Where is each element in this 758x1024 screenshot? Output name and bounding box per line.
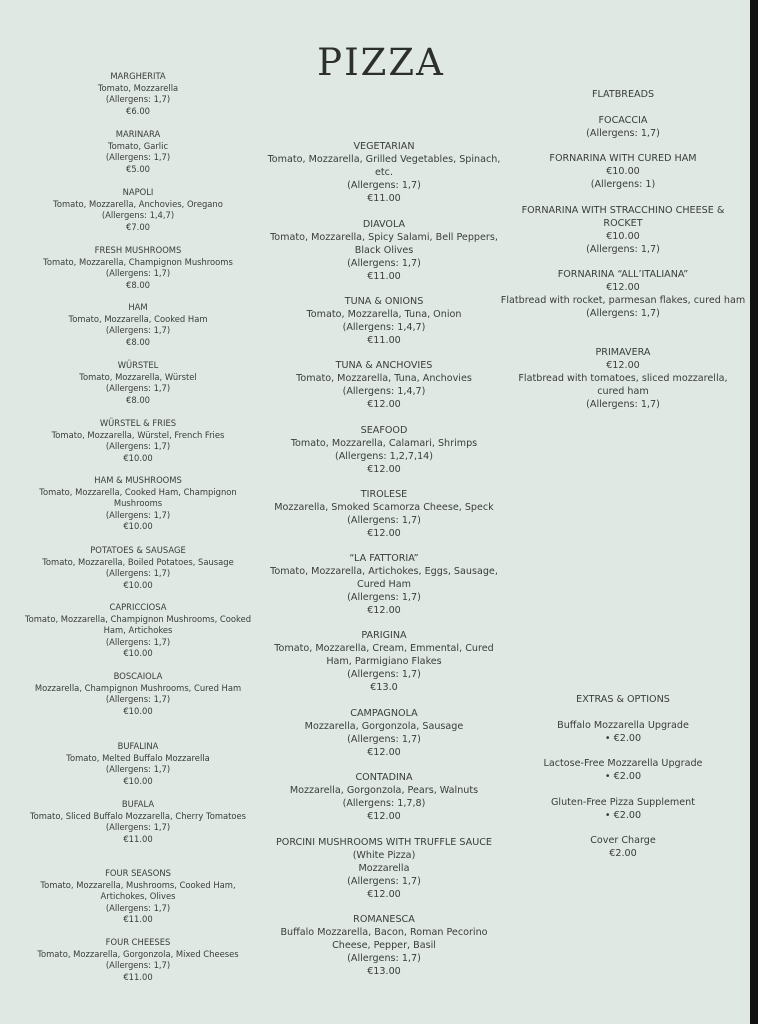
menu-item bbox=[262, 553, 506, 618]
menu-item bbox=[262, 489, 506, 541]
item-allergens: (Allergens: 1,7) bbox=[586, 127, 660, 139]
item-price: €10.00 bbox=[123, 579, 153, 590]
item-price: €10.00 bbox=[606, 165, 640, 177]
item-price: €12.00 bbox=[367, 746, 401, 758]
item-allergens: (Allergens: 1,7) bbox=[586, 307, 660, 319]
item-allergens: (Allergens: 1,7) bbox=[347, 733, 421, 745]
item-description: Tomato, Mozzarella, Cream, Emmental, Cured Ham, Parmigiano Flakes bbox=[274, 642, 494, 667]
item-price: €8.00 bbox=[126, 336, 150, 347]
menu-item bbox=[500, 347, 746, 412]
item-price: €10.00 bbox=[123, 521, 153, 531]
item-name: FRESH MUSHROOMS bbox=[94, 245, 182, 255]
item-description: Tomato, Mozzarella, Tuna, Onion bbox=[306, 308, 462, 320]
item-allergens: (Allergens: 1,7) bbox=[105, 568, 171, 578]
item-price: €12.00 bbox=[606, 359, 640, 371]
item-price: €7.00 bbox=[126, 221, 150, 232]
extra-price: • €2.00 bbox=[604, 732, 642, 744]
item-description: Flatbread with rocket, parmesan flakes, cured ham bbox=[500, 294, 746, 306]
item-description: Tomato, Mozzarella, Cooked Ham, Champignon Mushrooms bbox=[39, 486, 237, 508]
item-price: €12.00 bbox=[367, 810, 401, 822]
item-name: VEGETARIAN bbox=[353, 141, 415, 152]
item-allergens: (Allergens: 1,7) bbox=[586, 398, 660, 410]
item-description: Tomato, Melted Buffalo Mozzarella bbox=[66, 752, 210, 763]
item-allergens: (Allergens: 1,7) bbox=[105, 94, 171, 104]
item-description: Tomato, Mozzarella, Würstel bbox=[79, 371, 197, 382]
item-description: Tomato, Sliced Buffalo Mozzarella, Cherry Tomatoes bbox=[29, 810, 247, 821]
item-allergens: (Allergens: 1,7) bbox=[347, 668, 421, 680]
item-allergens: (Allergens: 1,7) bbox=[586, 243, 660, 255]
menu-item bbox=[262, 219, 506, 284]
item-name: WÜRSTEL & FRIES bbox=[99, 418, 177, 428]
menu-item bbox=[262, 630, 506, 695]
item-description: Flatbread with tomatoes, sliced mozzarella, cured ham bbox=[518, 372, 728, 397]
item-price: €13.0 bbox=[370, 681, 398, 693]
item-name: TUNA & ONIONS bbox=[344, 296, 424, 307]
item-allergens: (Allergens: 1,7) bbox=[347, 514, 421, 526]
item-price: €11.00 bbox=[367, 270, 401, 282]
item-allergens: (Allergens: 1,7) bbox=[105, 960, 171, 970]
item-description: Tomato, Mozzarella, Grilled Vegetables, Spinach, etc. bbox=[267, 153, 501, 178]
menu-item bbox=[500, 153, 746, 192]
menu-item bbox=[500, 115, 746, 141]
extra-name: Buffalo Mozzarella Upgrade bbox=[557, 720, 689, 731]
menu-item bbox=[262, 360, 506, 412]
item-description: Tomato, Mozzarella, Cooked Ham bbox=[68, 313, 208, 324]
item-allergens: (Allergens: 1,7) bbox=[105, 822, 171, 832]
extra-name: Lactose-Free Mozzarella Upgrade bbox=[543, 758, 703, 769]
item-name: NAPOLI bbox=[122, 187, 154, 197]
item-description: Tomato, Mozzarella, Champignon Mushrooms, Cooked Ham, Artichokes bbox=[24, 613, 252, 635]
item-name: HAM & MUSHROOMS bbox=[94, 475, 182, 485]
menu-item bbox=[20, 937, 256, 983]
item-description: (White Pizza) bbox=[352, 849, 416, 861]
item-allergens: (Allergens: 1,7) bbox=[347, 875, 421, 887]
menu-item bbox=[20, 187, 256, 233]
item-name: PORCINI MUSHROOMS WITH TRUFFLE SAUCE bbox=[276, 837, 492, 848]
item-description: Tomato, Garlic bbox=[107, 140, 169, 151]
item-allergens: (Allergens: 1,7) bbox=[105, 509, 171, 520]
extra-price: • €2.00 bbox=[604, 809, 642, 821]
item-name: BUFALA bbox=[121, 799, 155, 809]
item-name: CONTADINA bbox=[355, 772, 413, 783]
item-name: PARIGINA bbox=[361, 630, 407, 641]
item-price: €12.00 bbox=[367, 527, 401, 539]
item-name: FORNARINA “ALL’ITALIANA” bbox=[557, 269, 689, 280]
item-description: Tomato, Mozzarella, Tuna, Anchovies bbox=[296, 372, 472, 384]
item-description: Tomato, Mozzarella, Spicy Salami, Bell Peppers, Black Olives bbox=[270, 231, 498, 256]
item-name: DIAVOLA bbox=[362, 219, 406, 230]
menu-item bbox=[262, 296, 506, 348]
item-name: FOUR CHEESES bbox=[105, 937, 171, 947]
item-price: €12.00 bbox=[367, 398, 401, 410]
extra-item bbox=[500, 758, 746, 784]
menu-item bbox=[262, 708, 506, 760]
item-description: Mozzarella, Champignon Mushrooms, Cured Ham bbox=[34, 682, 242, 693]
item-description: Tomato, Mozzarella bbox=[97, 82, 179, 93]
menu-item bbox=[20, 799, 256, 845]
item-description: Tomato, Mozzarella, Würstel, French Fries bbox=[51, 429, 225, 440]
item-name: PRIMAVERA bbox=[595, 347, 651, 358]
item-name: TIROLESE bbox=[360, 489, 408, 500]
item-description: Mozzarella, Gorgonzola, Sausage bbox=[304, 720, 464, 732]
item-price: €10.00 bbox=[606, 230, 640, 242]
item-allergens: (Allergens: 1,7) bbox=[105, 636, 171, 647]
item-description: Tomato, Mozzarella, Gorgonzola, Mixed Cheeses bbox=[37, 948, 239, 959]
item-name: ROMANESCA bbox=[353, 914, 415, 925]
item-allergens: (Allergens: 1,4,7) bbox=[101, 210, 175, 220]
item-name: TUNA & ANCHOVIES bbox=[335, 360, 433, 371]
extras-heading: EXTRAS & OPTIONS bbox=[576, 694, 670, 705]
item-price: €10.00 bbox=[123, 705, 153, 716]
item-price: €10.00 bbox=[123, 648, 153, 658]
item-allergens: (Allergens: 1,7,8) bbox=[342, 797, 426, 809]
item-allergens: (Allergens: 1,7) bbox=[105, 764, 171, 774]
menu-item bbox=[20, 671, 256, 717]
item-name: BOSCAIOLA bbox=[113, 671, 163, 681]
menu-item bbox=[20, 418, 256, 464]
item-price: €10.00 bbox=[123, 452, 153, 463]
item-allergens: (Allergens: 1,7) bbox=[105, 902, 171, 913]
item-name: HAM bbox=[128, 302, 148, 312]
item-allergens: (Allergens: 1,7) bbox=[347, 591, 421, 603]
page-title: PIZZA bbox=[317, 41, 445, 84]
item-price: €12.00 bbox=[606, 281, 640, 293]
item-price: €12.00 bbox=[367, 463, 401, 475]
menu-item bbox=[20, 475, 256, 533]
item-price: €12.00 bbox=[367, 604, 401, 616]
item-allergens: (Allergens: 1,4,7) bbox=[342, 321, 426, 333]
menu-item bbox=[20, 545, 256, 591]
item-name: FORNARINA WITH CURED HAM bbox=[549, 153, 697, 164]
item-description: Tomato, Mozzarella, Mushrooms, Cooked Ham, Artichokes, Olives bbox=[40, 879, 236, 901]
item-allergens: (Allergens: 1,4,7) bbox=[342, 385, 426, 397]
item-name: CAMPAGNOLA bbox=[350, 708, 418, 719]
item-name: FOCACCIA bbox=[598, 115, 648, 126]
menu-item bbox=[500, 205, 746, 257]
item-price: €11.00 bbox=[367, 192, 401, 204]
item-name: SEAFOOD bbox=[360, 425, 408, 436]
item-price: €10.00 bbox=[123, 775, 153, 786]
menu-item bbox=[262, 141, 506, 206]
menu-item bbox=[20, 602, 256, 660]
menu-item bbox=[20, 245, 256, 291]
item-price: €12.00 bbox=[367, 888, 401, 900]
menu-item bbox=[20, 71, 256, 117]
flatbreads-heading: FLATBREADS bbox=[591, 89, 655, 100]
item-name: WÜRSTEL bbox=[117, 360, 159, 370]
extra-price: €2.00 bbox=[609, 847, 637, 859]
item-allergens: (Allergens: 1,7) bbox=[105, 441, 171, 451]
item-price: €11.00 bbox=[123, 914, 153, 924]
item-allergens: (Allergens: 1,7) bbox=[105, 694, 171, 704]
menu-item bbox=[262, 837, 506, 902]
item-description: Mozzarella, Gorgonzola, Pears, Walnuts bbox=[289, 784, 479, 796]
item-price: €11.00 bbox=[367, 334, 401, 346]
extra-name: Cover Charge bbox=[590, 835, 656, 846]
item-description: Mozzarella, Smoked Scamorza Cheese, Speck bbox=[274, 501, 494, 513]
item-price: €8.00 bbox=[126, 394, 150, 405]
item-allergens: (Allergens: 1,7) bbox=[347, 952, 421, 964]
item-description: Tomato, Mozzarella, Artichokes, Eggs, Sausage, Cured Ham bbox=[270, 565, 498, 590]
item-allergens: (Allergens: 1,7) bbox=[347, 179, 421, 191]
item-name: POTATOES & SAUSAGE bbox=[90, 545, 186, 555]
menu-item bbox=[500, 269, 746, 321]
item-allergens: (Allergens: 1,7) bbox=[105, 268, 171, 278]
extra-item bbox=[500, 835, 746, 861]
menu-item bbox=[262, 425, 506, 477]
item-name: “LA FATTORIA” bbox=[349, 553, 419, 564]
item-description: Tomato, Mozzarella, Champignon Mushrooms bbox=[43, 256, 233, 267]
item-price: €5.00 bbox=[126, 163, 150, 174]
item-allergens: (Allergens: 1,7) bbox=[105, 383, 171, 393]
item-allergens: (Allergens: 1,7) bbox=[347, 257, 421, 269]
item-description-2: Mozzarella bbox=[358, 862, 410, 874]
menu-item bbox=[20, 129, 256, 175]
item-allergens: (Allergens: 1,7) bbox=[105, 152, 171, 162]
item-allergens: (Allergens: 1) bbox=[590, 178, 656, 190]
extra-name: Gluten-Free Pizza Supplement bbox=[550, 797, 696, 808]
item-price: €11.00 bbox=[123, 971, 153, 982]
extra-item bbox=[500, 720, 746, 746]
item-allergens: (Allergens: 1,2,7,14) bbox=[334, 450, 434, 462]
item-name: MARGHERITA bbox=[110, 71, 166, 81]
item-name: FORNARINA WITH STRACCHINO CHEESE & ROCKET bbox=[521, 205, 725, 229]
item-name: BUFALINA bbox=[117, 741, 159, 751]
item-name: FOUR SEASONS bbox=[105, 868, 171, 878]
menu-item bbox=[20, 868, 256, 926]
menu-item bbox=[20, 302, 256, 348]
extra-price: • €2.00 bbox=[604, 770, 642, 782]
item-price: €6.00 bbox=[126, 105, 150, 116]
item-description: Tomato, Mozzarella, Anchovies, Oregano bbox=[53, 198, 223, 209]
item-description: Buffalo Mozzarella, Bacon, Roman Pecorino Cheese, Pepper, Basil bbox=[280, 926, 488, 951]
extra-item bbox=[500, 797, 746, 823]
item-name: MARINARA bbox=[115, 129, 161, 139]
item-price: €8.00 bbox=[126, 279, 150, 290]
menu-item bbox=[262, 914, 506, 979]
item-price: €13.00 bbox=[367, 965, 401, 977]
menu-item bbox=[20, 360, 256, 406]
item-description: Tomato, Mozzarella, Calamari, Shrimps bbox=[290, 437, 478, 449]
item-price: €11.00 bbox=[123, 833, 153, 844]
item-allergens: (Allergens: 1,7) bbox=[105, 325, 171, 335]
menu-item bbox=[262, 772, 506, 824]
item-description: Tomato, Mozzarella, Boiled Potatoes, Sausage bbox=[42, 556, 234, 567]
item-name: CAPRICCIOSA bbox=[109, 602, 167, 612]
menu-item bbox=[20, 741, 256, 787]
